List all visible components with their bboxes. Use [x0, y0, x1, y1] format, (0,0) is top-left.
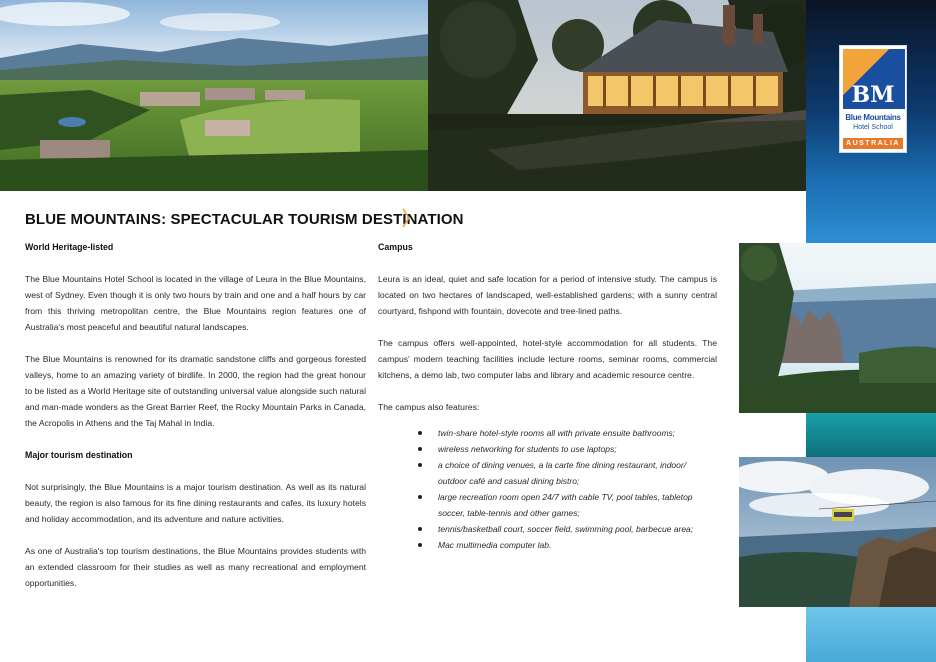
- heritage-building-photo: [428, 0, 806, 191]
- list-item: wireless networking for students to use laptops;: [418, 441, 708, 457]
- list-item: twin-share hotel-style rooms all with private ensuite bathrooms;: [418, 425, 708, 441]
- paragraph: The campus offers well-appointed, hotel-style accommodation for all students. The campus' modern teaching facilities include lecture rooms, seminar rooms, commercial kitchens, a demo lab, two computer labs and library and academic resource centre.: [378, 338, 717, 380]
- paragraph: Leura is an ideal, quiet and safe location for a period of intensive study. The campus is located on two hectares of landscaped, well-established gardens; with a sunny central courtyard, fishpond with fountain, dovecote and tree-lined paths.: [378, 274, 717, 316]
- logo-name: Blue Mountains: [845, 113, 901, 122]
- section-title-tourism: Major tourism destination: [25, 450, 133, 460]
- chevron-right-icon: [401, 207, 411, 229]
- school-logo: [839, 45, 907, 153]
- logo-country: AUSTRALIA: [843, 138, 903, 149]
- section-title-world-heritage: World Heritage-listed: [25, 242, 114, 252]
- paragraph: Not surprisingly, the Blue Mountains is a major tourism destination. As well as its natural beauty, the region is also famous for its fine dining restaurants and cafes, its luxury hotels and holiday accommodation, and its adventure and nature activities.: [25, 482, 366, 524]
- three-sisters-photo: [739, 243, 936, 413]
- cable-car-photo: [739, 457, 936, 607]
- list-item: large recreation room open 24/7 with cable TV, pool tables, tabletop soccer, table-tennis and other games;: [418, 489, 708, 521]
- paragraph: As one of Australia's top tourism destinations, the Blue Mountains provides students with an extended classroom for their studies as well as many recreational and employment opportunities.: [25, 546, 366, 588]
- left-column: [25, 239, 366, 607]
- paragraph: The Blue Mountains Hotel School is located in the village of Leura in the Blue Mountains, west of Sydney. Even though it is only two hours by train and one and a half hours by car from this thriving metropolitan centre, the Blue Mountains region features one of Australia's most peaceful and beautiful natural landscapes.: [25, 274, 366, 332]
- logo-monogram: BM: [851, 82, 895, 108]
- paragraph: The campus also features:: [378, 402, 480, 412]
- list-item: Mac multimedia computer lab.: [418, 537, 708, 553]
- page-title: BLUE MOUNTAINS: SPECTACULAR TOURISM DESTINATION: [25, 211, 464, 228]
- side-color-strip-sky: [806, 607, 936, 662]
- features-list: [418, 425, 708, 553]
- logo-school: Hotel School: [853, 124, 893, 131]
- right-column: [378, 239, 717, 553]
- valley-resort-photo: [0, 0, 428, 191]
- list-item: a choice of dining venues, a la carte fine dining restaurant, indoor/ outdoor café and casual dining bistro;: [418, 457, 708, 489]
- list-item: tennis/basketball court, soccer field, swimming pool, barbecue area;: [418, 521, 708, 537]
- side-color-strip-teal: [806, 413, 936, 457]
- section-title-campus: Campus: [378, 242, 413, 252]
- paragraph: The Blue Mountains is renowned for its dramatic sandstone cliffs and gorgeous forested valleys, home to an amazing variety of birdlife. In 2000, the region had the great honour to be listed as a World Heritage site of outstanding universal value alongside such natural and man-made wonders as the Great Barrier Reef, the Rocky Mountain Parks in Canada, the Acropolis in Athens and the Taj Mahal in India.: [25, 354, 366, 428]
